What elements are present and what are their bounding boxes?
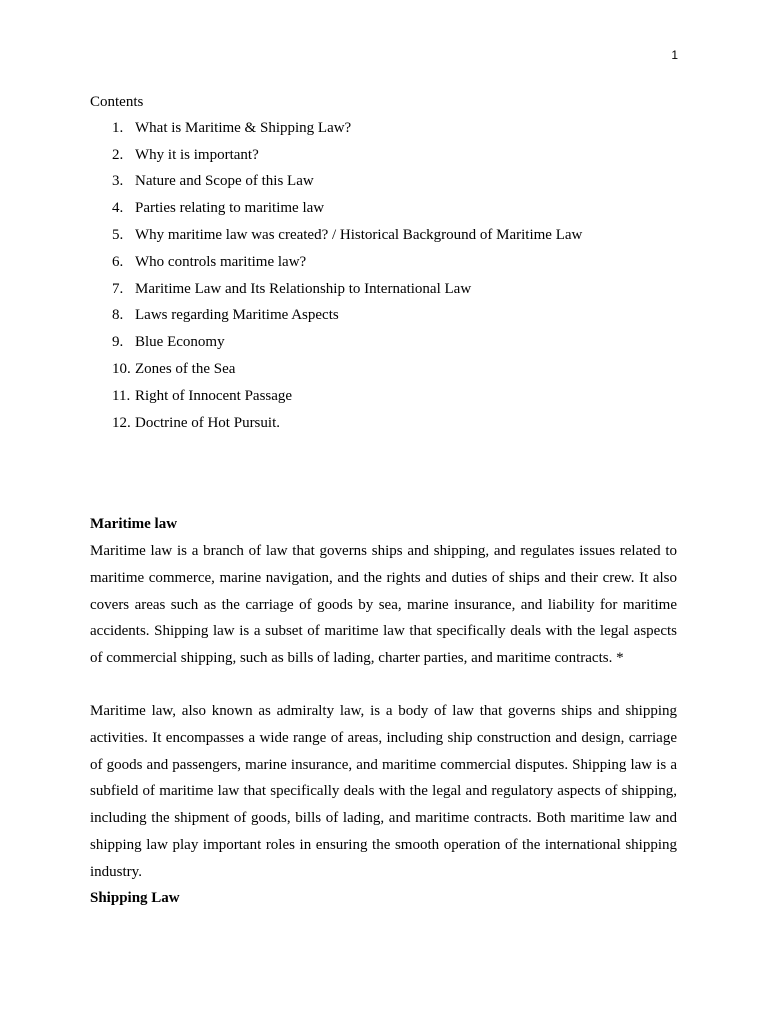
toc-item-number: 9. [112, 334, 124, 351]
toc-item-number: 3. [112, 173, 124, 190]
shipping-law-heading: Shipping Law [90, 890, 180, 906]
toc-item-text: Right of Innocent Passage [135, 387, 293, 404]
toc-item-number: 6. [112, 253, 124, 270]
toc-item-number: 8. [112, 307, 124, 324]
toc-item-text: Maritime Law and Its Relationship to International Law [135, 280, 472, 297]
toc-item-number: 10. [112, 361, 131, 378]
toc-item [90, 329, 678, 356]
toc-item-text: What is Maritime & Shipping Law? [135, 119, 352, 136]
toc-item-text: Blue Economy [135, 334, 225, 351]
maritime-law-paragraph-2: Maritime law, also known as admiralty law, is a body of law that governs ships and shipping activities. It encompasses a wide range of areas, including ship construction and design, carriage of goods and passengers, marine insurance, and maritime commercial disputes. Shipping law is a subfield of maritime law that specifically deals with the legal and regulatory aspects of shipping, including the shipment of goods, bills of lading, and maritime contracts. Both maritime law and shipping law play important roles in ensuring the smooth operation of the international shipping industry. [90, 703, 677, 880]
toc-item-number: 7. [112, 280, 124, 297]
toc-item [90, 195, 678, 222]
toc-item-number: 5. [112, 227, 124, 244]
toc-item-number: 4. [112, 200, 124, 217]
toc-item [90, 249, 678, 276]
toc-item [90, 383, 678, 410]
toc-item-text: Why it is important? [135, 146, 259, 163]
toc-item-text: Nature and Scope of this Law [135, 173, 314, 190]
toc-item [90, 142, 678, 169]
toc-item-number: 1. [112, 119, 124, 136]
maritime-law-heading: Maritime law [90, 516, 178, 532]
toc-item-text: Why maritime law was created? / Historical Background of Maritime Law [135, 227, 583, 244]
toc-item [90, 169, 678, 196]
toc-item-text: Parties relating to maritime law [135, 200, 325, 217]
toc-item-number: 11. [112, 387, 131, 404]
table-of-contents [90, 115, 678, 437]
toc-item-text: Laws regarding Maritime Aspects [135, 307, 339, 324]
toc-item-text: Who controls maritime law? [135, 253, 307, 270]
contents-heading: Contents [90, 94, 144, 110]
toc-item [90, 410, 678, 437]
toc-item [90, 115, 678, 142]
maritime-law-paragraph-1: Maritime law is a branch of law that governs ships and shipping, and regulates issues related to maritime commerce, marine navigation, and the rights and duties of ships and their crew. It also covers areas such as the carriage of goods by sea, marine insurance, and liability for maritime accidents. Shipping law is a subset of maritime law that specifically deals with the legal aspects of commercial shipping, such as bills of lading, charter parties, and maritime contracts. * [90, 543, 677, 667]
toc-item [90, 222, 678, 249]
toc-item [90, 303, 678, 330]
toc-item-number: 12. [112, 414, 131, 431]
toc-item [90, 276, 678, 303]
toc-item-text: Doctrine of Hot Pursuit. [135, 414, 280, 431]
toc-item [90, 356, 678, 383]
toc-item-text: Zones of the Sea [135, 361, 236, 378]
page-number: 1 [671, 48, 678, 62]
toc-item-number: 2. [112, 146, 124, 163]
